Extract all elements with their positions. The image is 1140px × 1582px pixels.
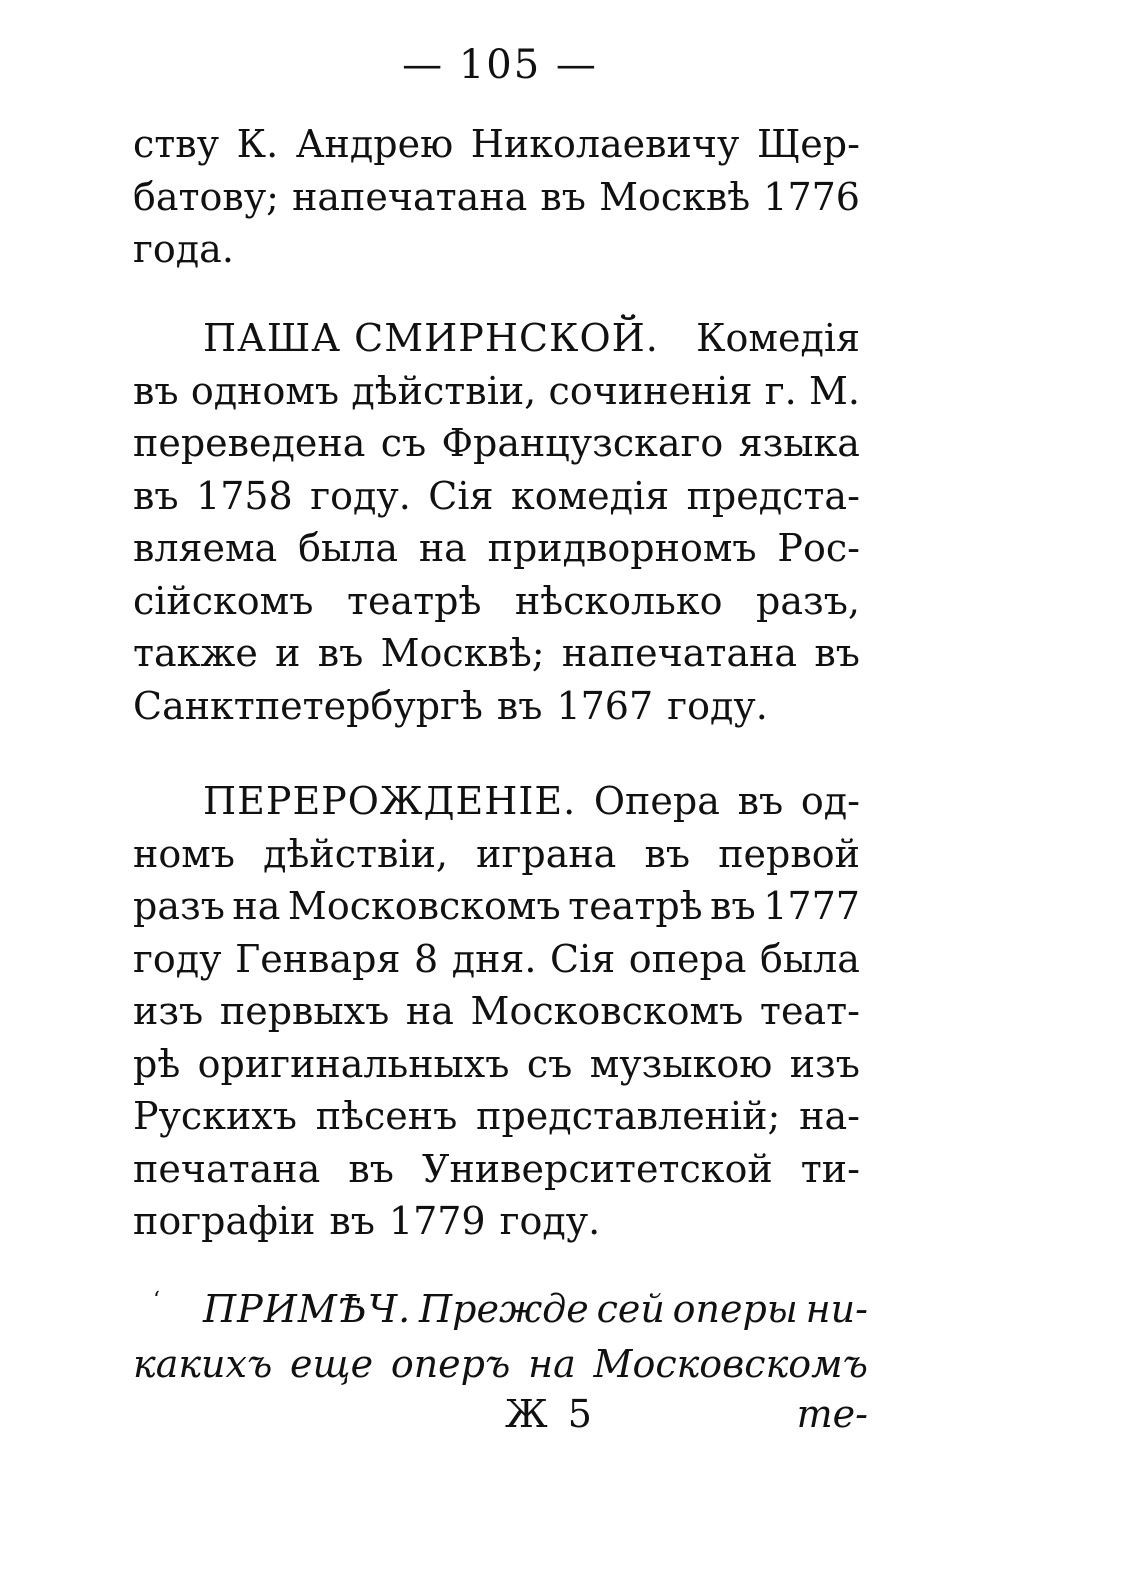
word: разъ xyxy=(133,884,225,928)
word: опера xyxy=(628,936,747,981)
text-line xyxy=(133,417,860,470)
printer-mark: ‘ xyxy=(153,1288,160,1313)
word: од- xyxy=(800,779,860,823)
word: придворномъ xyxy=(487,526,757,570)
word: одномъ xyxy=(190,368,340,413)
word: какихъ xyxy=(133,1342,273,1386)
text-line xyxy=(133,775,860,828)
word: Андрею xyxy=(295,122,454,166)
word: пографіи xyxy=(133,1199,316,1243)
word: нѣсколько xyxy=(514,578,723,623)
word: предста- xyxy=(686,473,860,518)
signature-mark: Ж 5 xyxy=(505,1392,596,1436)
word: рѣ xyxy=(133,1041,181,1086)
word: переведена xyxy=(133,421,366,465)
word: вляема xyxy=(133,526,278,570)
word: ству xyxy=(133,122,220,166)
word: номъ xyxy=(133,831,235,876)
text-line xyxy=(133,680,860,733)
word: и xyxy=(275,631,301,675)
text-line xyxy=(133,365,860,418)
word: напечатана xyxy=(561,631,798,675)
page-number: — 105 — xyxy=(402,42,598,88)
word: въ xyxy=(496,683,543,728)
word: Университетской xyxy=(422,1146,773,1191)
word: Московскомъ xyxy=(470,989,744,1033)
text-line xyxy=(133,627,860,680)
word: оперъ xyxy=(390,1342,511,1386)
word: на xyxy=(418,526,467,570)
word: Французскаго xyxy=(441,421,724,465)
word: была xyxy=(760,936,860,981)
word: въ xyxy=(737,779,784,823)
word: Московскомъ xyxy=(287,884,561,928)
word: была xyxy=(298,526,398,570)
word: сійскомъ xyxy=(133,578,314,623)
word: г. xyxy=(764,368,797,413)
word: году xyxy=(133,936,222,981)
word: оперы xyxy=(672,1287,798,1331)
word: въ xyxy=(348,1146,394,1191)
text-line xyxy=(133,575,860,628)
text-line xyxy=(133,171,860,224)
word: Комедія xyxy=(696,316,860,360)
word: Сія xyxy=(550,936,616,981)
word: театрѣ xyxy=(568,884,703,928)
word: Москвѣ xyxy=(599,174,751,219)
text-line xyxy=(133,470,860,523)
word: въ xyxy=(133,368,179,413)
word: дѣйствіи, xyxy=(263,831,448,876)
word: сочиненія xyxy=(548,368,753,413)
word: на- xyxy=(799,1094,860,1138)
word: Опера xyxy=(593,779,720,823)
word: въ xyxy=(540,174,586,219)
word: въ xyxy=(317,631,364,675)
text-line xyxy=(133,1282,868,1337)
footnote-primech xyxy=(133,1282,868,1392)
word: Генваря xyxy=(235,936,401,981)
word: теат- xyxy=(759,989,860,1033)
text-line xyxy=(133,223,860,276)
word: первыхъ xyxy=(219,989,390,1033)
word: К. xyxy=(236,122,279,166)
word: батову; xyxy=(133,174,279,219)
word: въ xyxy=(329,1199,375,1243)
word: печатана xyxy=(133,1146,321,1191)
word: комедія xyxy=(510,473,670,518)
text-line xyxy=(133,985,860,1038)
word: году. xyxy=(499,1199,601,1243)
text-line xyxy=(133,312,860,365)
word: на xyxy=(405,989,454,1033)
text-line xyxy=(133,880,860,933)
word: въ xyxy=(814,631,860,675)
word: оригинальныхъ xyxy=(197,1041,510,1086)
word: изъ xyxy=(789,1041,860,1086)
word: Сія xyxy=(428,473,494,518)
word: 1777 xyxy=(763,884,860,928)
text-line xyxy=(133,1143,860,1196)
word: напечатана xyxy=(292,174,528,219)
word: театрѣ xyxy=(346,578,482,623)
word: Прежде xyxy=(419,1287,589,1331)
catchword: те- xyxy=(796,1392,868,1436)
word: на xyxy=(528,1342,576,1386)
word: М. xyxy=(809,368,860,413)
entry-pasha-smirnskoy xyxy=(133,312,860,732)
entry-pererozhdenie xyxy=(133,775,860,1248)
word: также xyxy=(133,631,258,675)
word: году. xyxy=(310,473,411,518)
text-line xyxy=(133,828,860,881)
word: Москвѣ; xyxy=(380,631,545,675)
word: еще xyxy=(290,1342,374,1386)
word: году. xyxy=(667,683,768,728)
word: Рос- xyxy=(777,526,860,570)
word: 1767 xyxy=(556,683,654,728)
word: Николаевичу xyxy=(470,122,740,166)
word: года. xyxy=(133,227,234,271)
word: Щер- xyxy=(756,122,860,166)
word: ни- xyxy=(805,1287,868,1331)
word: дня. xyxy=(451,936,537,981)
word: изъ xyxy=(133,989,204,1033)
word: дѣйствіи, xyxy=(351,368,537,413)
word: на xyxy=(232,884,281,928)
word: сей xyxy=(596,1287,665,1331)
text-line xyxy=(133,1038,860,1091)
word: музыкою xyxy=(589,1041,773,1086)
word: 8 xyxy=(413,936,439,981)
word: 1776 xyxy=(763,174,860,219)
text-line xyxy=(133,933,860,986)
word: съ xyxy=(526,1041,573,1086)
word: Рускихъ xyxy=(133,1094,297,1138)
text-line xyxy=(133,1195,860,1248)
word: языка xyxy=(738,421,860,465)
word: представленій; xyxy=(476,1094,781,1138)
page-footer xyxy=(133,1392,868,1452)
word: Санктпетербургѣ xyxy=(133,683,483,728)
word: ПЕРЕРОЖДЕНІЕ. xyxy=(203,779,577,823)
word: ти- xyxy=(800,1146,860,1191)
word: Московскомъ xyxy=(593,1342,868,1386)
word: въ xyxy=(133,473,179,518)
word: ПАША СМИРНСКОЙ. xyxy=(203,316,659,360)
word: разъ, xyxy=(756,578,860,623)
text-line xyxy=(133,1337,868,1392)
word: ПРИМѢЧ. xyxy=(203,1287,412,1331)
word: 1779 xyxy=(388,1199,486,1243)
word: съ xyxy=(380,421,427,465)
word: первой xyxy=(718,831,860,876)
word: въ xyxy=(644,831,691,876)
word: пѣсенъ xyxy=(315,1094,458,1138)
continuation-paragraph xyxy=(133,118,860,276)
word: 1758 xyxy=(196,473,293,518)
word: играна xyxy=(476,831,617,876)
text-line xyxy=(133,522,860,575)
text-line xyxy=(133,118,860,171)
word: въ xyxy=(710,884,756,928)
text-line xyxy=(133,1090,860,1143)
